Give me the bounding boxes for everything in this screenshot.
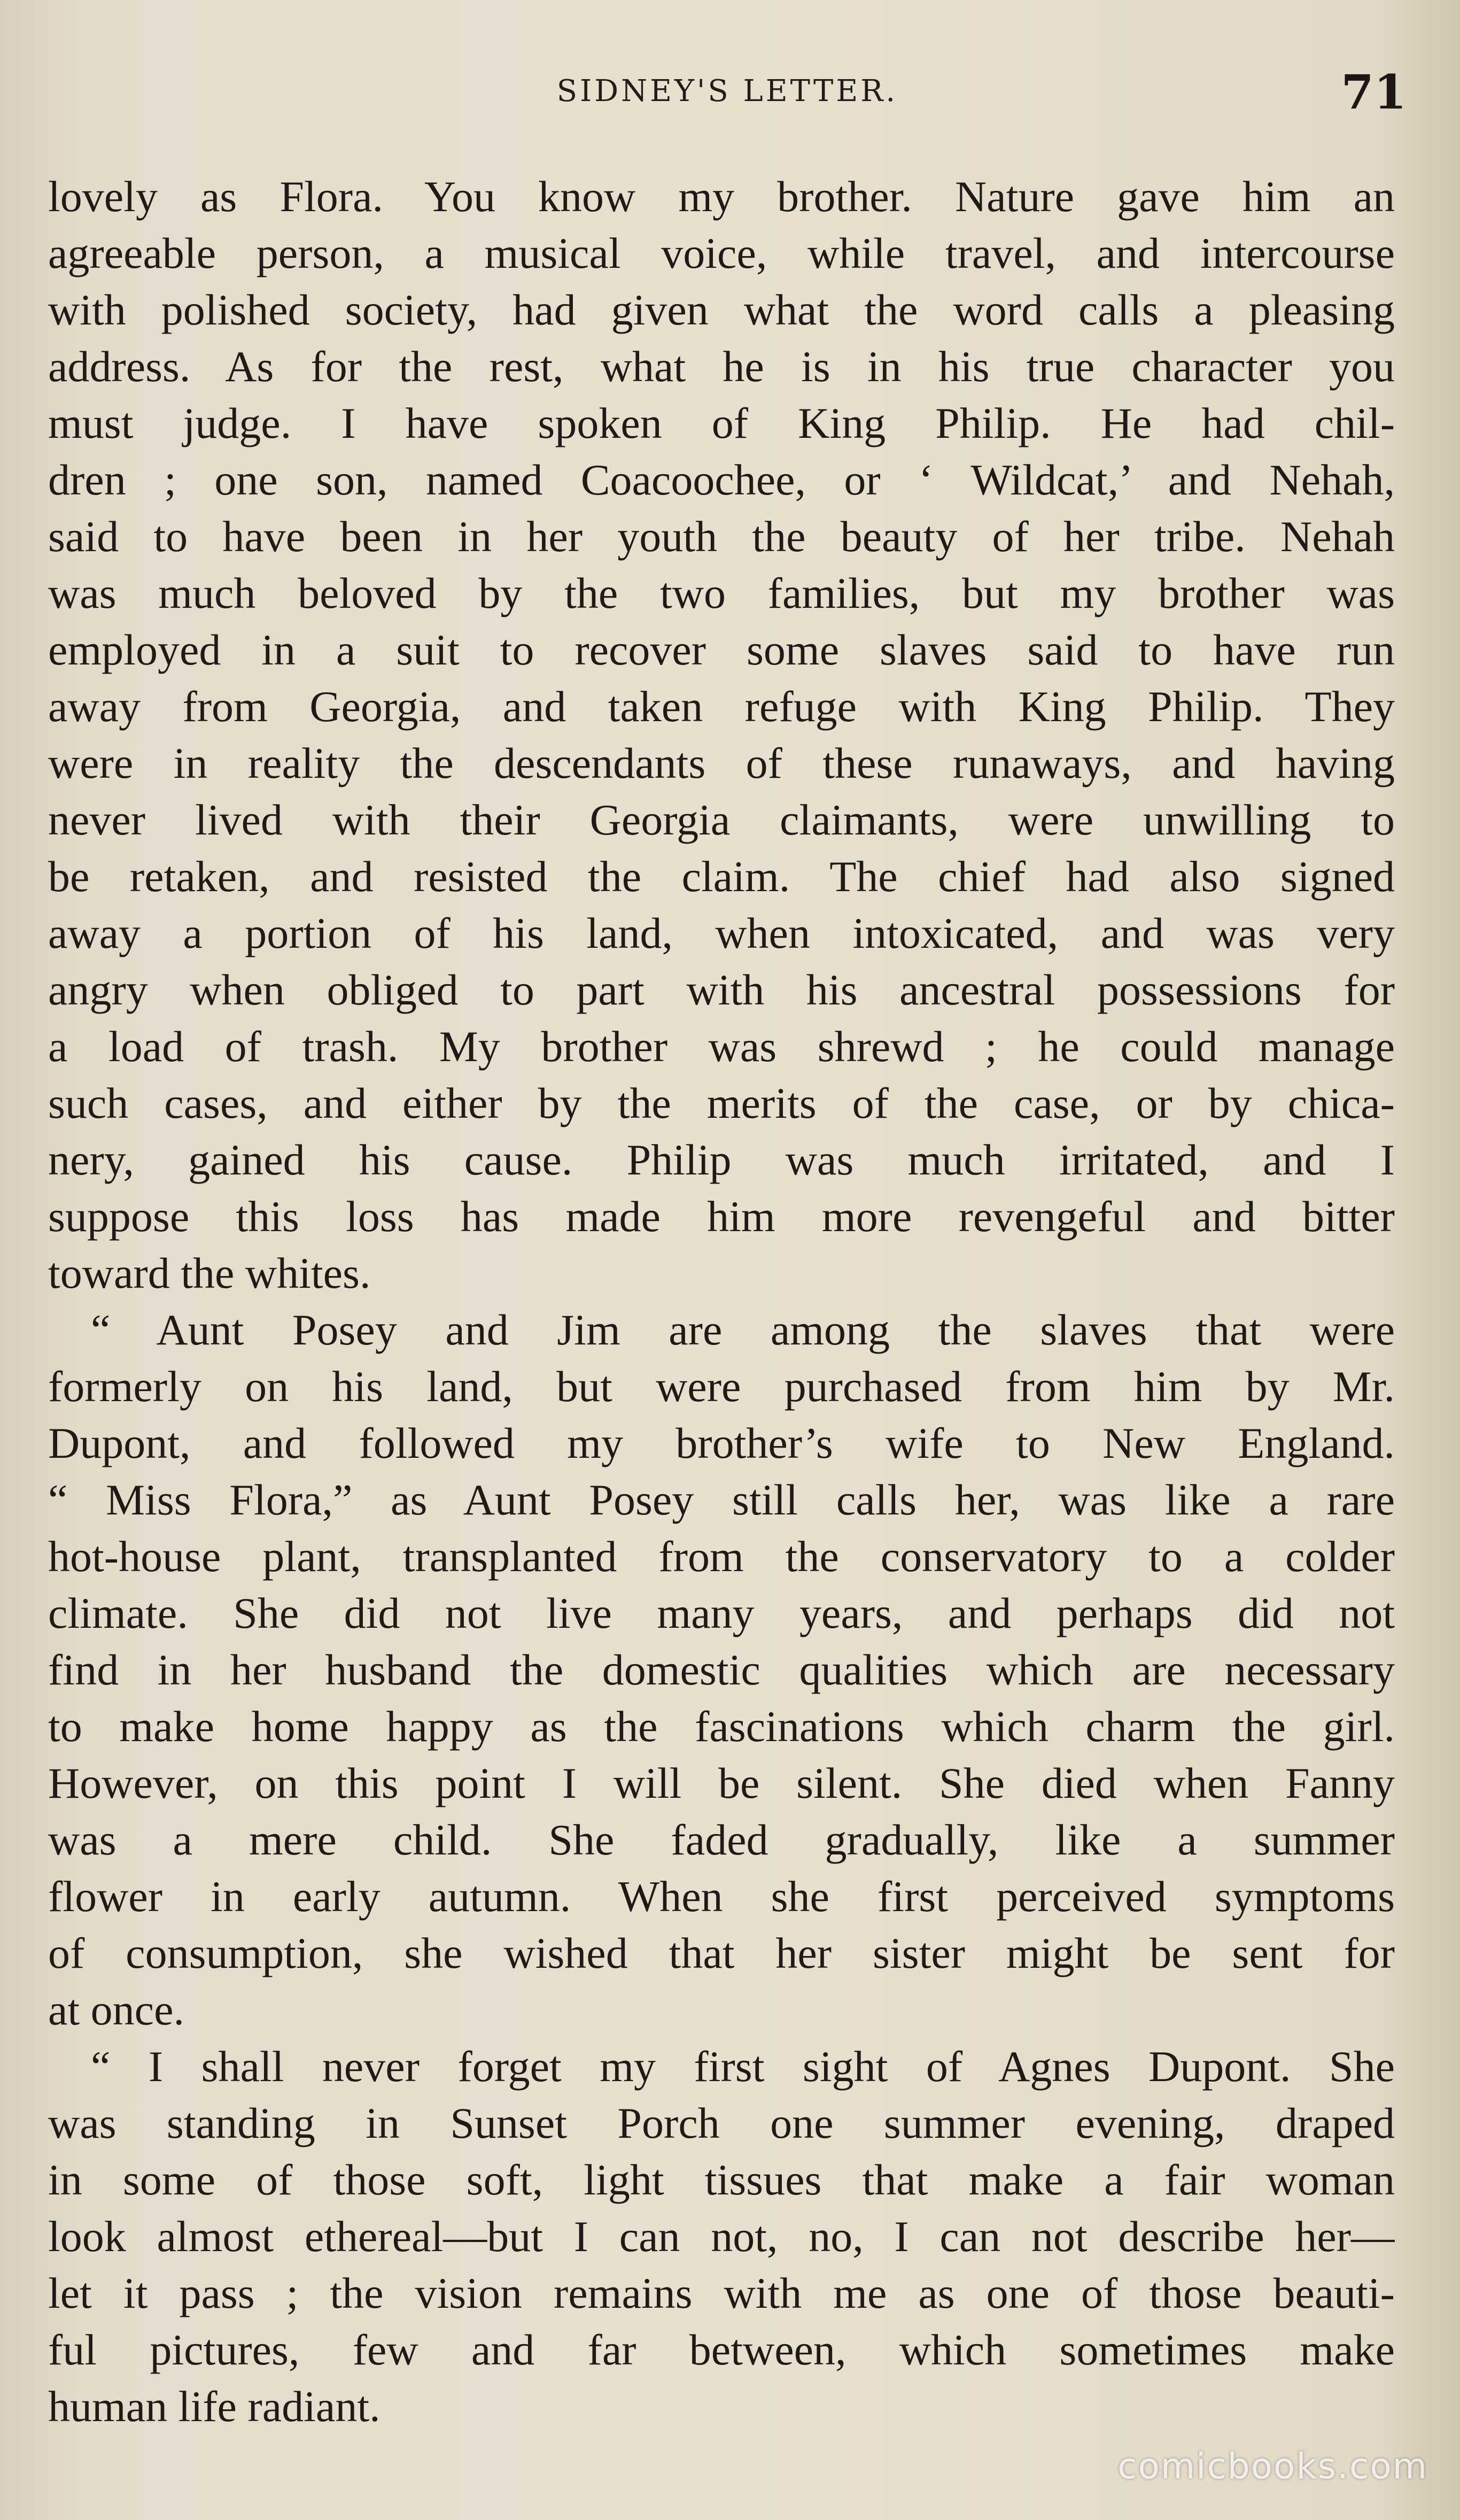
text-line: was a mere child. She faded gradually, like a summer <box>48 1815 1395 1864</box>
text-line: must judge. I have spoken of King Philip. He had chil- <box>48 399 1395 447</box>
watermark: comicbooks.com <box>1117 2446 1428 2487</box>
text-line: away a portion of his land, when intoxicated, and was very <box>48 909 1395 957</box>
text-line: of consumption, she wished that her sister might be sent for <box>48 1929 1395 1977</box>
text-line: look almost ethereal—but I can not, no, I can not describe her— <box>48 2212 1395 2261</box>
paragraph <box>48 2038 1395 2435</box>
text-line: in some of those soft, light tissues that make a fair woman <box>48 2155 1395 2204</box>
text-line: never lived with their Georgia claimants, were unwilling to <box>48 795 1395 844</box>
text-line: address. As for the rest, what he is in his true character you <box>48 342 1395 391</box>
text-line: was much beloved by the two families, but my brother was <box>48 569 1395 617</box>
text-line: away from Georgia, and taken refuge with King Philip. They <box>48 682 1395 731</box>
text-line: with polished society, had given what the word calls a pleasing <box>48 285 1395 334</box>
text-line: “ Aunt Posey and Jim are among the slaves that were <box>91 1305 1395 1354</box>
text-line: suppose this loss has made him more revengeful and bitter <box>48 1192 1395 1241</box>
text-line: ful pictures, few and far between, which sometimes make <box>48 2325 1395 2374</box>
text-line: human life radiant. <box>48 2382 380 2431</box>
text-line: find in her husband the domestic qualities which are necessary <box>48 1645 1395 1694</box>
text-line: dren ; one son, named Coacoochee, or ‘ Wildcat,’ and Nehah, <box>48 455 1395 504</box>
text-line: were in reality the descendants of these runaways, and having <box>48 739 1395 787</box>
text-line: a load of trash. My brother was shrewd ; he could manage <box>48 1022 1395 1071</box>
running-title: SIDNEY'S LETTER. <box>556 74 898 109</box>
text-line: formerly on his land, but were purchased from him by Mr. <box>48 1362 1395 1411</box>
text-line: flower in early autumn. When she first perceived symptoms <box>48 1872 1395 1921</box>
text-line: hot-house plant, transplanted from the conservatory to a colder <box>48 1532 1395 1581</box>
page-number: 71 <box>1341 64 1407 120</box>
text-line: such cases, and either by the merits of the case, or by chica- <box>48 1079 1395 1127</box>
paragraph <box>48 168 1395 1302</box>
text-line: angry when obliged to part with his ancestral possessions for <box>48 965 1395 1014</box>
text-line: “ I shall never forget my first sight of Agnes Dupont. She <box>91 2042 1395 2091</box>
text-line: to make home happy as the fascinations which charm the girl. <box>48 1702 1395 1751</box>
text-line: was standing in Sunset Porch one summer evening, draped <box>48 2099 1395 2147</box>
running-head <box>48 64 1407 128</box>
text-line: said to have been in her youth the beauty of her tribe. Nehah <box>48 512 1395 561</box>
text-line: nery, gained his cause. Philip was much irritated, and I <box>48 1135 1395 1184</box>
text-line: toward the whites. <box>48 1249 371 1297</box>
text-line: “ Miss Flora,” as Aunt Posey still calls her, was like a rare <box>48 1475 1395 1524</box>
text-line: let it pass ; the vision remains with me as one of those beauti- <box>48 2269 1395 2317</box>
text-line: lovely as Flora. You know my brother. Nature gave him an <box>48 172 1395 221</box>
text-line: employed in a suit to recover some slaves said to have run <box>48 625 1395 674</box>
text-line: However, on this point I will be silent. She died when Fanny <box>48 1759 1395 1807</box>
text-line: climate. She did not live many years, and perhaps did not <box>48 1589 1395 1637</box>
text-line: Dupont, and followed my brother’s wife to New England. <box>48 1419 1395 1467</box>
text-line: be retaken, and resisted the claim. The chief had also signed <box>48 852 1395 901</box>
text-line: at once. <box>48 1985 184 2034</box>
text-line: agreeable person, a musical voice, while travel, and intercourse <box>48 229 1395 277</box>
paragraph <box>48 1302 1395 2038</box>
body-text <box>48 168 1395 2435</box>
